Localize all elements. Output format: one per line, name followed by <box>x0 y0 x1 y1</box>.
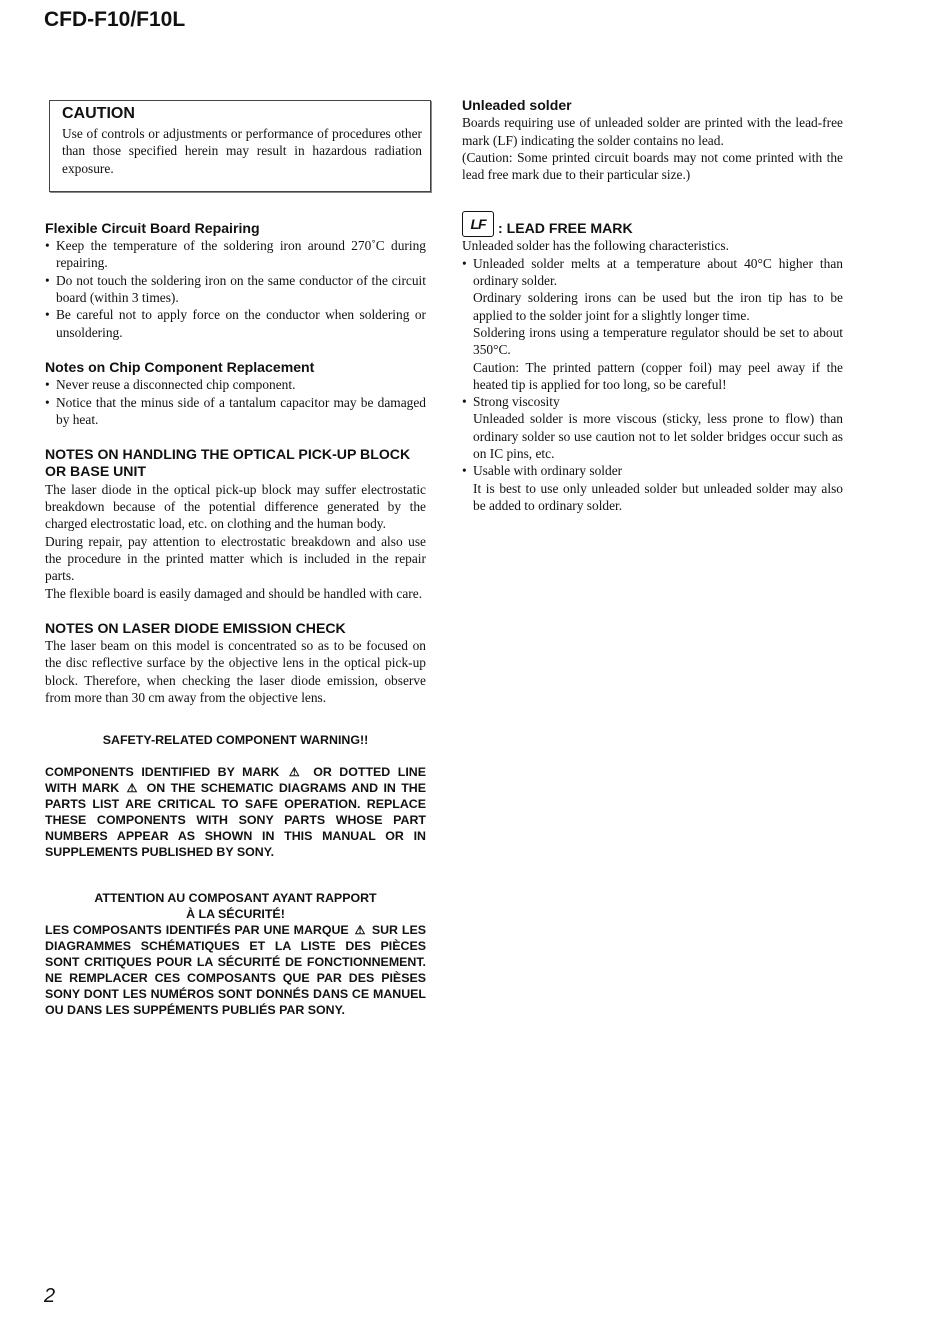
warning-triangle-icon: ⚠ <box>126 781 140 796</box>
flexible-board-title: Flexible Circuit Board Repairing <box>45 219 260 236</box>
list-item: • Unleaded solder melts at a temperature about 40°C higher than ordinary solder. Ordinary soldering irons can be used but the iron tip has to be applied to the solder joint for a slightly longer time. Soldering irons using a temperature regulator should be set to about 350°C. Caution: The printed pattern (copper foil) may peel away if the heated tip is applied for too long, so be careful! <box>462 255 843 392</box>
safety-warning-title: SAFETY-RELATED COMPONENT WARNING!! <box>102 733 369 748</box>
warning-triangle-icon: ⚠ <box>354 923 366 938</box>
bullet-icon: • <box>462 255 467 271</box>
list-item: • Strong viscosity Unleaded solder is more viscous (sticky, less prone to flow) than ordinary solder so use caution not to let solder bridges occur such as on IC pins, etc. <box>462 394 843 462</box>
lead-free-logo-icon: LF <box>462 211 494 237</box>
left-column <box>45 100 426 1018</box>
list-item: • Notice that the minus side of a tantalum capacitor may be damaged by heat. <box>45 394 426 427</box>
caution-text: Use of controls or adjustments or performance of procedures other than those specified herein may result in hazardous radiation exposure. <box>62 126 422 176</box>
chip-component-list <box>45 376 426 428</box>
safety-warning-fr-title-2: À LA SÉCURITÉ! <box>186 907 285 922</box>
list-item: • Keep the temperature of the soldering iron around 270˚C during repairing. <box>45 238 426 271</box>
optical-pickup-paragraph: The flexible board is easily damaged and should be handled with care. <box>45 585 423 601</box>
flexible-board-list <box>45 237 426 341</box>
lead-free-heading <box>462 211 843 237</box>
bullet-icon: • <box>45 377 50 393</box>
unleaded-paragraph: (Caution: Some printed circuit boards may not come printed with the lead free mark due to their particular size.) <box>462 149 843 183</box>
caution-box <box>49 100 431 192</box>
model-title: CFD-F10/F10L <box>44 8 186 31</box>
laser-check-title: NOTES ON LASER DIODE EMISSION CHECK <box>45 619 346 636</box>
list-item: • Be careful not to apply force on the conductor when soldering or unsoldering. <box>45 307 426 340</box>
safety-warning-fr-text: LES COMPOSANTS IDENTIFÉS PAR UNE MARQUE ⚠ SUR LES DIAGRAMMES SCHÉMATIQUES ET LA LISTE DES PIÈCES SONT CRITIQUES POUR LA SÉCURITÉ DE FONCTIONNEMENT. NE REMPLACER CES COMPOSANTS QUE PAR DES PIÈSES SONY DONT LES NUMÉROS SONT DONNÉS DANS CE MANUEL OU DANS LES SUPPÉMENTS PUBLIÉS PAR SONY. <box>45 923 427 1018</box>
list-item: • Usable with ordinary solder It is best to use only unleaded solder but unleaded solder may also be added to ordinary solder. <box>462 463 843 513</box>
caution-title: CAUTION <box>62 105 135 122</box>
chip-component-title: Notes on Chip Component Replacement <box>45 358 315 375</box>
safety-warning-fr-title-1: ATTENTION AU COMPOSANT AYANT RAPPORT <box>94 891 377 906</box>
bullet-icon: • <box>462 394 467 410</box>
bullet-icon: • <box>45 238 50 254</box>
optical-pickup-paragraph: During repair, pay attention to electrostatic breakdown and also use the procedure in the printed matter which is included in the repair parts. <box>45 533 426 584</box>
bullet-icon: • <box>45 394 50 410</box>
unleaded-title: Unleaded solder <box>462 97 572 113</box>
lead-free-list <box>462 255 843 514</box>
bullet-icon: • <box>462 463 467 479</box>
safety-warning-text: COMPONENTS IDENTIFIED BY MARK ⚠ OR DOTTED LINE WITH MARK ⚠ ON THE SCHEMATIC DIAGRAMS AND IN THE PARTS LIST ARE CRITICAL TO SAFE OPERATION. REPLACE THESE COMPONENTS WITH SONY PARTS WHOSE PART NUMBERS APPEAR AS SHOWN IN THIS MANUAL OR IN SUPPLEMENTS PUBLISHED BY SONY. <box>45 765 426 860</box>
optical-pickup-title: NOTES ON HANDLING THE OPTICAL PICK-UP BLOCK OR BASE UNIT <box>45 446 411 480</box>
page-number: 2 <box>44 1285 56 1307</box>
laser-check-text: The laser beam on this model is concentrated so as to be focused on the disc reflective surface by the objective lens in the optical pick-up block. Therefore, when checking the laser diode emission, observe from more than 30 cm away from the objective lens. <box>45 638 426 706</box>
right-column <box>462 97 843 514</box>
warning-triangle-icon: ⚠ <box>288 765 304 780</box>
list-item: • Do not touch the soldering iron on the same conductor of the circuit board (within 3 times). <box>45 272 426 306</box>
lead-free-intro: Unleaded solder has the following characteristics. <box>462 238 729 254</box>
bullet-icon: • <box>45 307 50 323</box>
optical-pickup-paragraph: The laser diode in the optical pick-up block may suffer electrostatic breakdown because of the potential difference generated by the charged electrostatic load, etc. on clothing and the human body. <box>45 481 426 532</box>
lead-free-title: : LEAD FREE MARK <box>498 220 633 237</box>
list-item: • Never reuse a disconnected chip component. <box>45 377 296 393</box>
unleaded-paragraph: Boards requiring use of unleaded solder are printed with the lead-free mark (LF) indicating the solder contains no lead. <box>462 115 843 148</box>
bullet-icon: • <box>45 272 50 288</box>
